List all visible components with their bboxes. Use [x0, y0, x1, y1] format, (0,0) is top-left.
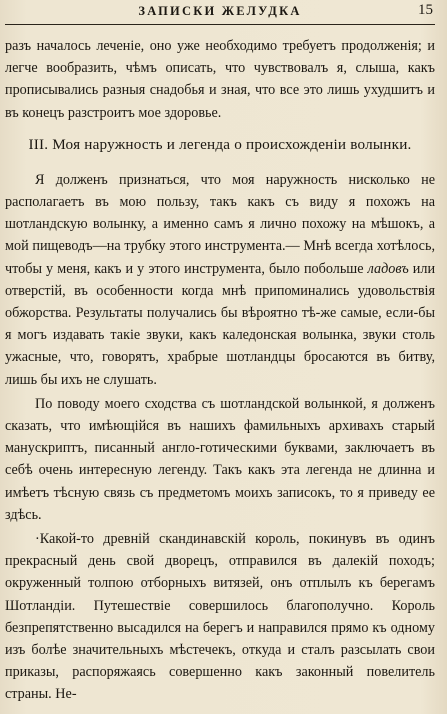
continuation-paragraph: разъ началось леченіе, оно уже необходимо требуетъ продолженія; и легче вообразить, чѣмъ описать, что чувствовалъ я, слыша, какъ прописывались разныя снадобья и зная, что все это лишь ухудшитъ и въ конецъ разстроитъ мое здоровье.	[5, 38, 435, 121]
running-title: ЗАПИСКИ ЖЕЛУДКА	[138, 4, 302, 18]
italic-word-lady: ладовъ	[367, 260, 409, 277]
page-number: 15	[418, 2, 433, 18]
section-heading: III. Моя наружность и легенда о происхожденіи волынки.	[28, 135, 412, 153]
header-rule	[5, 24, 435, 25]
paragraph-manuscript: По поводу моего сходства съ шотландской волынкой, я долженъ сказать, что имѣющійся въ нашихъ фамильныхъ архивахъ старый манускриптъ, писанный англо-готическими буквами, заключаетъ въ себѣ очень интересную легенду. Такъ какъ эта легенда не длинна и имѣетъ тѣсную связь съ предметомъ моихъ записокъ, то я приведу ее здѣсь.	[5, 395, 435, 523]
page-header	[5, 0, 435, 24]
paragraph-appearance-part1: Я долженъ признаться, что моя наружность нисколько не располагаетъ въ мою пользу, такъ какъ съ виду я похожъ на шотландскую волынку, а именно самъ я лично похожу на мѣшокъ, а мой пищеводъ—на трубку этого инструмента.— Мнѣ всегда хотѣлось, чтобы у меня, какъ и у этого инструмента, было побольше	[5, 171, 435, 277]
paragraph-legend: ·Какой-то древній скандинавскій король, покинувъ въ одинъ прекрасный день свой дворецъ, отправился въ далекій походъ; окруженный толпою отборныхъ витязей, онъ отплылъ къ берегамъ Шотландіи. Путешествіе совершилось благополучно. Король безпрепятственно высадился на берегъ и направился прямо къ одному изъ болѣе значительныхъ мѣстечекъ, откуда и сталъ разсылать свои приказы, распоряжаясь совершенно какъ законный повелитель страны. Не-	[5, 531, 435, 703]
paragraph-appearance	[5, 169, 435, 391]
paragraph-appearance-part2: или отверстій, въ особенности когда мнѣ припоминались удовольствія обжорства. Результаты получались бы вѣроятно тѣ-же самые, если-бы я могъ издавать такіе звуки, какъ каледонская волынка, звуки столь ужасные, что, говорятъ, храбрые шотландцы бросаются въ битву, лишь бы ихъ не слушать.	[5, 260, 436, 388]
